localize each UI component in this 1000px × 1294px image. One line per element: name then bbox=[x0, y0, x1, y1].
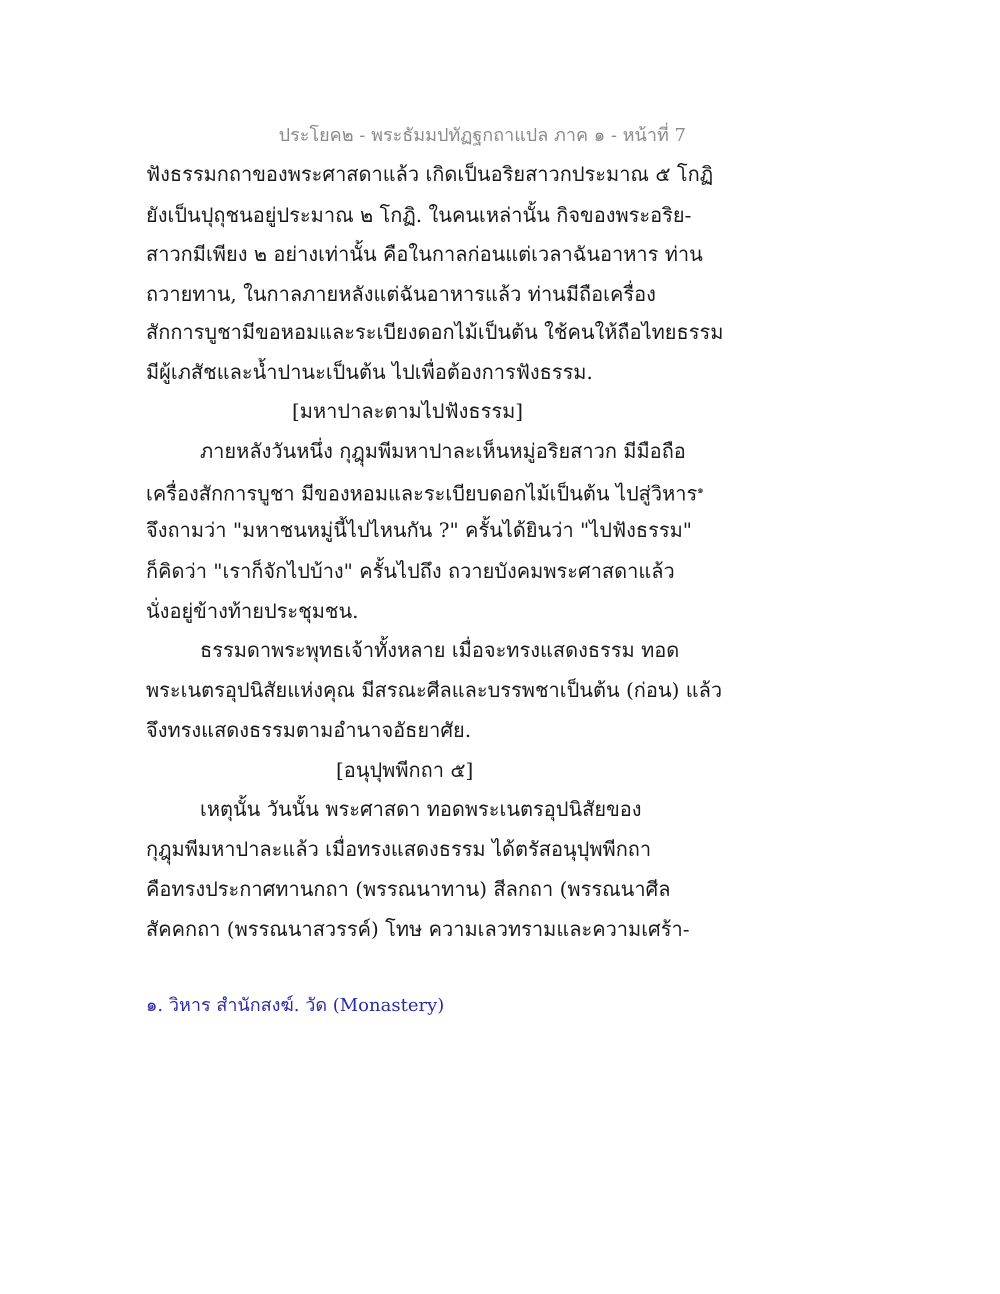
body-line: เหตุนั้น วันนั้น พระศาสดา ทอดพระเนตรอุปนิสัยของ bbox=[200, 797, 642, 821]
body-line: ธรรมดาพระพุทธเจ้าทั้งหลาย เมื่อจะทรงแสดงธรรม ทอด bbox=[200, 638, 680, 662]
body-line: สัคคกถา (พรรณนาสวรรค์) โทษ ความเลวทรามและความเศร้า- bbox=[146, 917, 690, 941]
body-line: พระเนตรอุปนิสัยแห่งคุณ มีสรณะศีลและบรรพชาเป็นต้น (ก่อน) แล้ว bbox=[146, 678, 723, 702]
body-line: กุฎุมพีมหาปาละแล้ว เมื่อทรงแสดงธรรม ได้ตรัสอนุปุพพีกถา bbox=[146, 837, 652, 861]
body-line: ฟังธรรมกถาของพระศาสดาแล้ว เกิดเป็นอริยสาวกประมาณ ๕ โกฏิ bbox=[146, 162, 714, 186]
body-line bbox=[146, 477, 704, 508]
body-line: สักการบูชามีขอหอมและระเบียงดอกไม้เป็นต้น ใช้คนให้ถือไทยธรรม bbox=[146, 320, 724, 344]
body-line: จึงถามว่า "มหาชนหมู่นี้ไปไหนกัน ?" ครั้นได้ยินว่า "ไปฟังธรรม" bbox=[146, 518, 692, 542]
body-line: คือทรงประกาศทานกถา (พรรณนาทาน) สีลกถา (พรรณนาศีล bbox=[146, 877, 671, 901]
body-line: จึงทรงแสดงธรรมตามอำนาจอัธยาศัย. bbox=[146, 718, 472, 742]
section-heading: [อนุปุพพีกถา ๕] bbox=[336, 758, 474, 782]
body-line-text: เครื่องสักการบูชา มีของหอมและระเบียบดอกไม้เป็นต้น ไปสู่วิหาร bbox=[146, 481, 698, 506]
body-line: มีผู้เภสัชและน้ำปานะเป็นต้น ไปเพื่อต้องการฟังธรรม. bbox=[146, 360, 593, 384]
body-line: ก็คิดว่า "เราก็จักไปบ้าง" ครั้นไปถึง ถวายบังคมพระศาสดาแล้ว bbox=[146, 559, 675, 583]
footnote: ๑. วิหาร สำนักสงฆ์. วัด (Monastery) bbox=[146, 995, 445, 1016]
body-line: ภายหลังวันหนึ่ง กุฎุมพีมหาปาละเห็นหมู่อริยสาวก มีมือถือ bbox=[200, 439, 686, 463]
body-line: นั่งอยู่ข้างท้ายประชุมชน. bbox=[146, 599, 359, 623]
body-line: สาวกมีเพียง ๒ อย่างเท่านั้น คือในกาลก่อนแต่เวลาฉันอาหาร ท่าน bbox=[146, 242, 703, 266]
page-header: ประโยค๒ - พระธัมมปทัฏฐกถาแปล ภาค ๑ - หน้าที่ 7 bbox=[278, 125, 686, 146]
footnote-mark: ๑ bbox=[697, 485, 704, 496]
body-line: ถวายทาน, ในกาลภายหลังแต่ฉันอาหารแล้ว ท่านมีถือเครื่อง bbox=[146, 282, 656, 306]
section-heading: [มหาปาละตามไปฟังธรรม] bbox=[292, 399, 524, 423]
body-line: ยังเป็นปุถุชนอยู่ประมาณ ๒ โกฏิ. ในคนเหล่านั้น กิจของพระอริย- bbox=[146, 203, 692, 227]
